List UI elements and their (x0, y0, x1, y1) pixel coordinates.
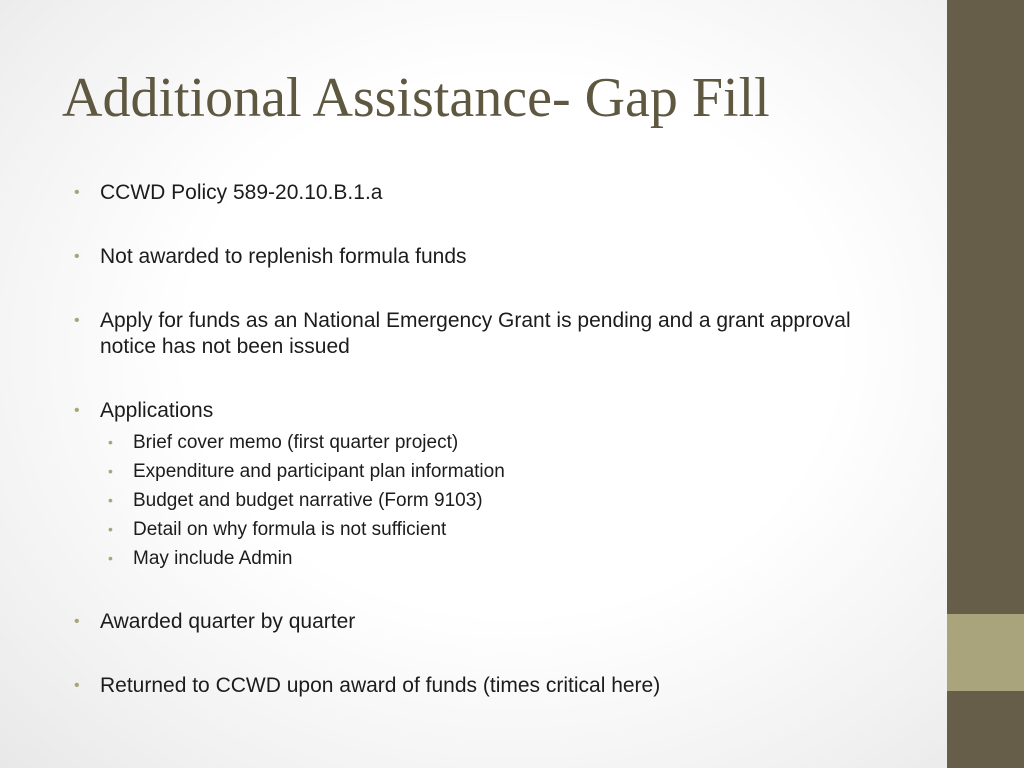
bullet-dot-icon: • (74, 248, 80, 265)
bullet-item (72, 398, 912, 573)
sub-bullet-text: Budget and budget narrative (Form 9103) (133, 490, 483, 511)
bullet-dot-icon: • (108, 463, 113, 479)
sub-bullet-item (100, 486, 912, 515)
bullet-text: Awarded quarter by quarter (100, 610, 356, 633)
bullet-dot-icon: • (108, 434, 113, 450)
bullet-dot-icon: • (74, 613, 80, 630)
sub-bullet-text: Detail on why formula is not sufficient (133, 519, 447, 540)
bullet-dot-icon: • (108, 550, 113, 566)
bullet-dot-icon: • (74, 184, 80, 201)
sub-bullet-list (100, 428, 912, 573)
bullet-text: CCWD Policy 589-20.10.B.1.a (100, 181, 383, 204)
bullet-list (72, 180, 912, 699)
side-accent-block (947, 614, 1024, 691)
bullet-content (72, 180, 912, 699)
bullet-dot-icon: • (108, 521, 113, 537)
bullet-dot-icon: • (108, 492, 113, 508)
bullet-item (72, 673, 912, 699)
sub-bullet-text: Brief cover memo (first quarter project) (133, 432, 459, 453)
bullet-dot-icon: • (74, 402, 80, 419)
bullet-text: Applications (100, 399, 214, 422)
slide-title: Additional Assistance- Gap Fill (62, 67, 770, 129)
sub-bullet-item (100, 544, 912, 573)
sub-bullet-item (100, 457, 912, 486)
sub-bullet-item (100, 515, 912, 544)
sub-bullet-text: May include Admin (133, 548, 293, 569)
bullet-text: Not awarded to replenish formula funds (100, 245, 467, 268)
bullet-item (72, 244, 912, 270)
bullet-item (72, 180, 912, 206)
sub-bullet-text: Expenditure and participant plan information (133, 461, 505, 482)
bullet-item (72, 609, 912, 635)
bullet-dot-icon: • (74, 312, 80, 329)
bullet-item (72, 308, 912, 360)
bullet-dot-icon: • (74, 677, 80, 694)
sub-bullet-item (100, 428, 912, 457)
bullet-text: Apply for funds as an National Emergency Grant is pending and a grant approval notice has not been issued (100, 309, 851, 358)
bullet-text: Returned to CCWD upon award of funds (times critical here) (100, 674, 661, 697)
